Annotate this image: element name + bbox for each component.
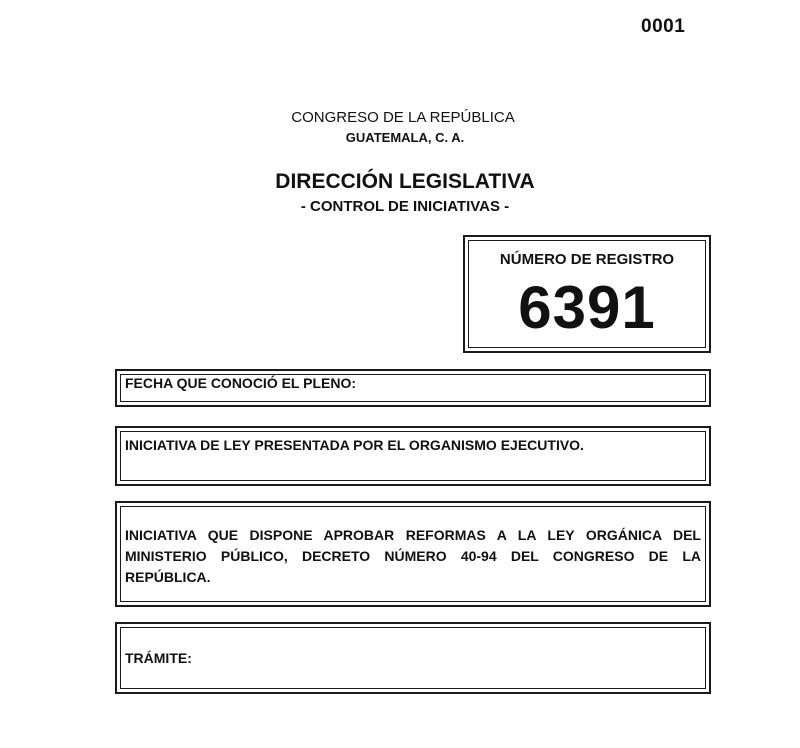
department-subtitle: - CONTROL DE INICIATIVAS -	[300, 198, 510, 215]
institution-location: GUATEMALA, C. A.	[345, 130, 465, 145]
page-number: 0001	[641, 16, 686, 37]
initiative-origin-box	[115, 426, 711, 486]
initiative-description-text: INICIATIVA QUE DISPONE APROBAR REFORMAS A LA LEY ORGÁNICA DEL MINISTERIO PÚBLICO, DECRETO NÚMERO 40-94 DEL CONGRESO DE LA REPÚBLICA.	[125, 527, 701, 585]
department-title: DIRECCIÓN LEGISLATIVA	[275, 170, 535, 193]
plenary-date-box	[115, 369, 711, 407]
procedure-box	[115, 622, 711, 694]
registration-label: NÚMERO DE REGISTRO	[499, 251, 675, 268]
initiative-description-box	[115, 501, 711, 607]
institution-name: CONGRESO DE LA REPÚBLICA	[291, 109, 515, 126]
registration-box	[463, 235, 711, 353]
procedure-label: TRÁMITE:	[125, 650, 192, 666]
initiative-origin-text: INICIATIVA DE LEY PRESENTADA POR EL ORGANISMO EJECUTIVO.	[125, 437, 584, 453]
plenary-date-label: FECHA QUE CONOCIÓ EL PLENO:	[125, 375, 357, 391]
registration-number: 6391	[518, 274, 656, 341]
